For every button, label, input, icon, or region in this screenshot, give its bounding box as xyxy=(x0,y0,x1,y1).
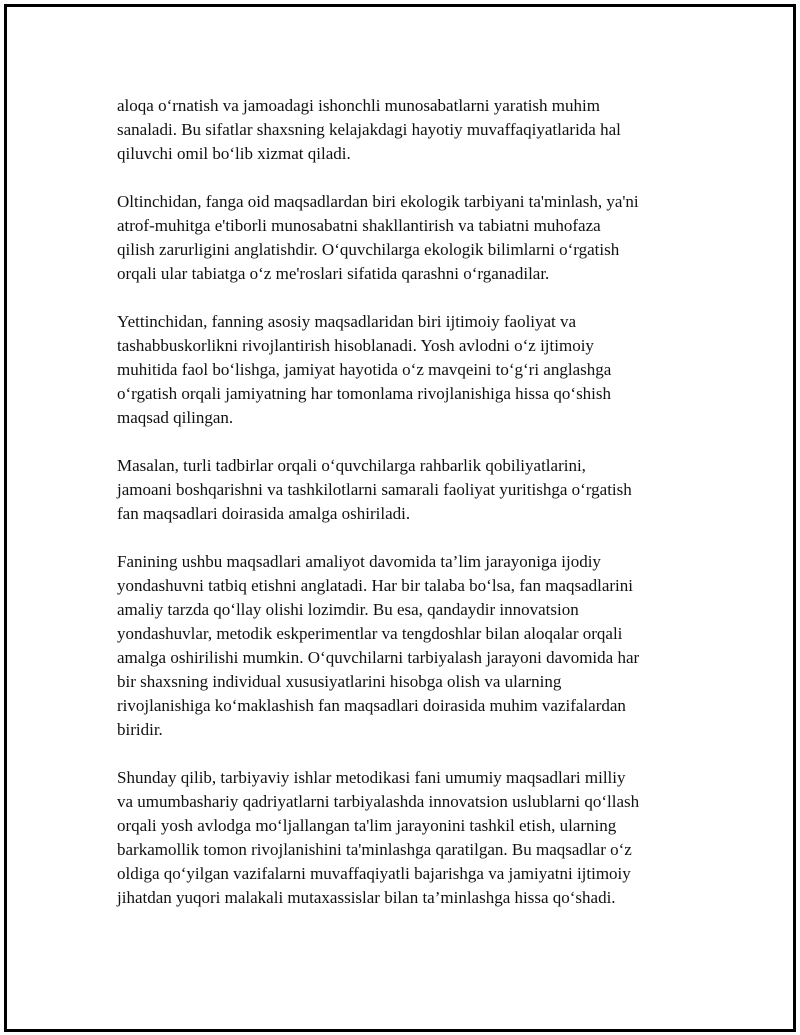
text-line: va umumbashariy qadriyatlarni tarbiyalashda innovatsion uslublarni qo‘llash xyxy=(117,792,640,811)
paragraph-1 xyxy=(117,94,697,166)
paragraph-2 xyxy=(117,190,697,286)
text-line: sanaladi. Bu sifatlar shaxsning kelajakdagi hayotiy muvaffaqiyatlarida hal xyxy=(117,120,621,139)
text-line: rivojlanishiga ko‘maklashish fan maqsadlari doirasida muhim vazifalardan xyxy=(117,696,626,715)
text-line: atrof-muhitga e'tiborli munosabatni shakllantirish va tabiatni muhofaza xyxy=(117,216,601,235)
paragraph-6 xyxy=(117,766,697,910)
text-line: orqali yosh avlodga mo‘ljallangan ta'lim jarayonini tashkil etish, ularning xyxy=(117,816,617,835)
text-line: orqali ular tabiatga o‘z me'roslari sifatida qarashni o‘rganadilar. xyxy=(117,264,550,283)
text-line: biridir. xyxy=(117,720,163,739)
text-line: Fanining ushbu maqsadlari amaliyot davomida ta’lim jarayoniga ijodiy xyxy=(117,552,601,571)
paragraph-4 xyxy=(117,454,697,526)
text-line: tashabbuskorlikni rivojlantirish hisoblanadi. Yosh avlodni o‘z ijtimoiy xyxy=(117,336,594,355)
text-line: qiluvchi omil bo‘lib xizmat qiladi. xyxy=(117,144,351,163)
paragraph-5 xyxy=(117,550,697,742)
document-body xyxy=(117,94,697,934)
text-line: Masalan, turli tadbirlar orqali o‘quvchilarga rahbarlik qobiliyatlarini, xyxy=(117,456,586,475)
text-line: qilish zarurligini anglatishdir. O‘quvchilarga ekologik bilimlarni o‘rgatish xyxy=(117,240,620,259)
text-line: yondashuvlar, metodik eskperimentlar va tengdoshlar bilan aloqalar orqali xyxy=(117,624,623,643)
text-line: Oltinchidan, fanga oid maqsadlardan biri ekologik tarbiyani ta'minlash, ya'ni xyxy=(117,192,639,211)
text-line: fan maqsadlari doirasida amalga oshiriladi. xyxy=(117,504,411,523)
text-line: aloqa o‘rnatish va jamoadagi ishonchli munosabatlarni yaratish muhim xyxy=(117,96,600,115)
text-line: o‘rgatish orqali jamiyatning har tomonlama rivojlanishiga hissa qo‘shish xyxy=(117,384,612,403)
text-line: jihatdan yuqori malakali mutaxassislar bilan ta’minlashga hissa qo‘shadi. xyxy=(117,888,616,907)
paragraph-3 xyxy=(117,310,697,430)
text-line: muhitida faol bo‘lishga, jamiyat hayotida o‘z mavqeini to‘g‘ri anglashga xyxy=(117,360,612,379)
text-line: jamoani boshqarishni va tashkilotlarni samarali faoliyat yuritishga o‘rgatish xyxy=(117,480,632,499)
text-line: barkamollik tomon rivojlanishini ta'minlashga qaratilgan. Bu maqsadlar o‘z xyxy=(117,840,632,859)
text-line: oldiga qo‘yilgan vazifalarni muvaffaqiyatli bajarishga va jamiyatni ijtimoiy xyxy=(117,864,631,883)
text-line: amalga oshirilishi mumkin. O‘quvchilarni tarbiyalash jarayoni davomida har xyxy=(117,648,640,667)
text-line: bir shaxsning individual xususiyatlarini hisobga olish va ularning xyxy=(117,672,562,691)
text-line: yondashuvni tatbiq etishni anglatadi. Har bir talaba bo‘lsa, fan maqsadlarini xyxy=(117,576,633,595)
text-line: Shunday qilib, tarbiyaviy ishlar metodikasi fani umumiy maqsadlari milliy xyxy=(117,768,626,787)
text-line: maqsad qilingan. xyxy=(117,408,234,427)
text-line: amaliy tarzda qo‘llay olishi lozimdir. Bu esa, qandaydir innovatsion xyxy=(117,600,579,619)
text-line: Yettinchidan, fanning asosiy maqsadlaridan biri ijtimoiy faoliyat va xyxy=(117,312,577,331)
